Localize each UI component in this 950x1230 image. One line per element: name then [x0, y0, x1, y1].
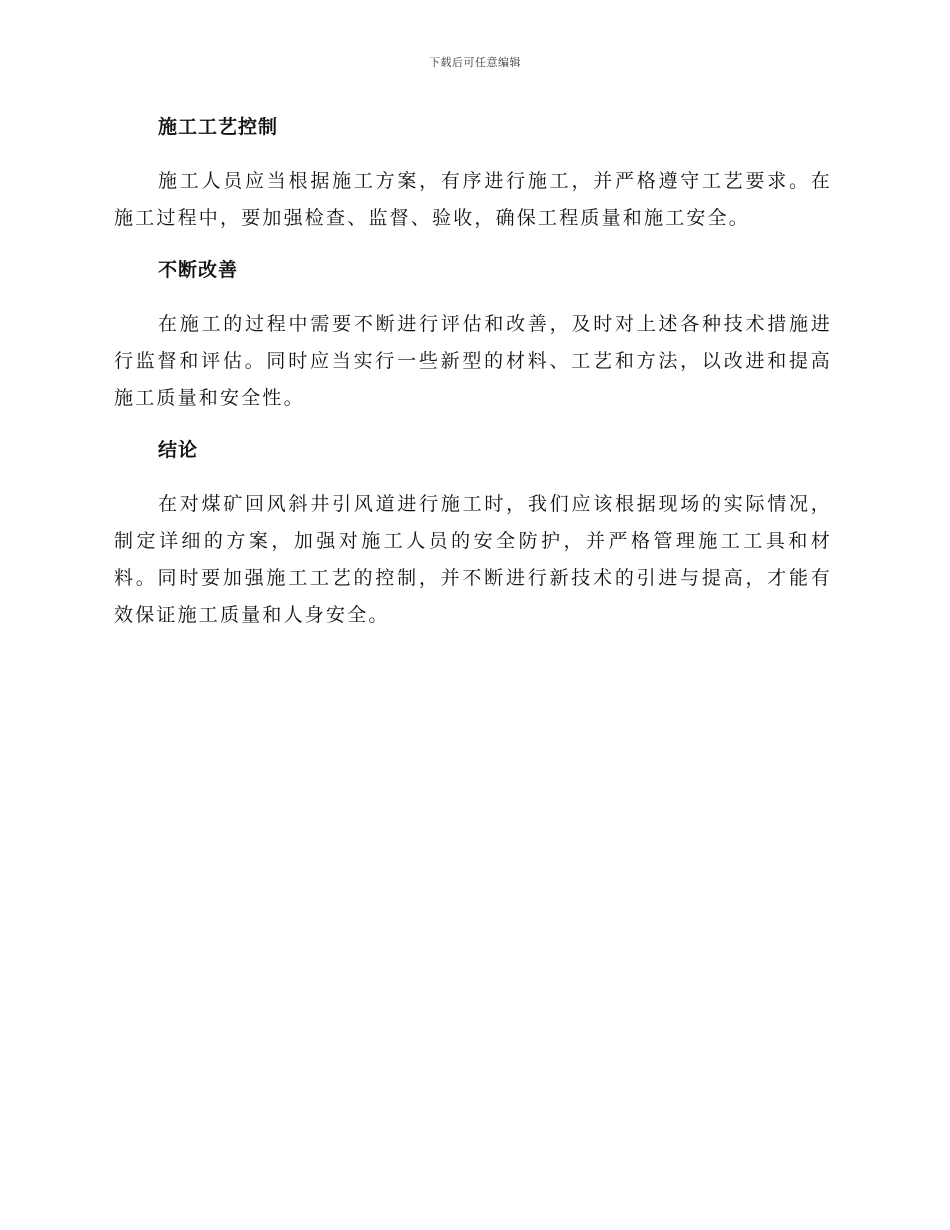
- section-heading-continuous-improvement: 不断改善: [158, 259, 239, 281]
- section-paragraph-continuous-improvement: 在施工的过程中需要不断进行评估和改善，及时对上述各种技术措施进行监督和评估。同时应当实行一些新型的材料、工艺和方法，以改进和提高施工质量和安全性。: [114, 313, 832, 409]
- document-body: [114, 110, 832, 634]
- section-heading-conclusion: 结论: [158, 439, 199, 461]
- section-paragraph-conclusion: 在对煤矿回风斜井引风道进行施工时，我们应该根据现场的实际情况，制定详细的方案，加强对施工人员的安全防护，并严格管理施工工具和材料。同时要加强施工工艺的控制，并不断进行新技术的引进与提高，才能有效保证施工质量和人身安全。: [114, 493, 832, 626]
- section-heading-process-control: 施工工艺控制: [158, 116, 279, 138]
- section-paragraph-process-control: 施工人员应当根据施工方案，有序进行施工，并严格遵守工艺要求。在施工过程中，要加强检查、监督、验收，确保工程质量和施工安全。: [114, 170, 832, 229]
- page-header: 下载后可任意编辑: [429, 56, 521, 69]
